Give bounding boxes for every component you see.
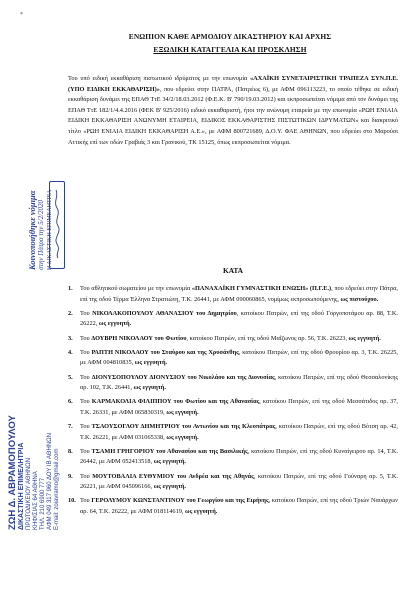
court-heading: ΕΝΩΠΙΟΝ ΚΑΘΕ ΑΡΜΟΔΙΟΥ ΔΙΚΑΣΤΗΡΙΟΥ ΚΑΙ ΑΡΧΗΣ [128,32,332,41]
bailiff-stamp: ΖΩΗ Δ. ΑΒΡΑΜΟΠΟΥΛΟΥ ΔΙΚΑΣΤΙΚΗ ΕΠΙΜΕΛΗΤΡΙΑ ΠΡΩΤΟΔΙΚΕΙΟΥ ΑΘΗΝΩΝ ΚΗΦΙΣΙΑΣ 64 ΑΘΗΝΑ ΤΗΛ. 210 6900 777 ΑΦΜ 049 317 960 ΔΟΥ ΙΒ ΑΘΗΝΩΝ E-mail: zoiavramo@gmail.com [7,415,60,530]
list-item: 9. Του ΜΟΥΤΟΒΑΛΙΑ ΕΥΘΥΜΙΟΥ του Ανδρέα και της Αθηνάς, κατοίκου Πατρών, επί της οδού Γούναρη αρ. 5, Τ.Κ. 26221, με ΑΦΜ 045096166, ως εγγυητή. [68,472,398,491]
list-item: 7. Του ΤΣΑΟΥΣΟΓΛΟΥ ΔΗΜΗΤΡΙΟΥ του Αντωνίου και της Κλεοπάτρας, κατοίκου Πατρών, επί της οδού Βότση αρ. 42, Τ.Κ. 26221, με ΑΦΜ 031065338, ως εγγυητή. [68,423,399,441]
against-heading: ΚΑΤΑ [223,266,243,275]
service-stamp: Κοινοποιήθηκε νόμιμα στην Πάτρα την 5/2/2020 Η ΔΙΚΑΣΤΙΚΗ ΕΠΙΜΕΛΗΤΡΙΑ [27,189,53,270]
intro-paragraph: Του υπό ειδική εκκαθάριση πιστωτικού ιδρύματος με την επωνυμία «ΑΧΑΪΚΗ ΣΥΝΕΤΑΙΡΙΣΤΙΚΗ ΤΡΑΠΕΖΑ ΣΥΝ.Π.Ε. (ΥΠΟ ΕΙΔΙΚΗ ΕΚΚΑΘΑΡΙΣΗ)», που εδρεύει στην ΠΑΤΡΑ, (Πατρέως 6), με ΑΦΜ 096113223, το οποίο τέθηκε σε ειδική εκκαθάριση δυνάμει της ΕΠΑΘ ΤτΕ 34/2/18.03.2012 (Φ.Ε.Κ. Β' 790/19.03.2012) και εκπροσωπείται νόμιμα από τον δυνάμει της ΕΠΑΘ ΤτΕ 182/1/4.4.2016 (ΦΕΚ Β' 925/2016) ειδικό εκκαθαριστή, ήτοι την ανώνυμη εταιρεία με την επωνυμία «ΡΩΗ ΕΝΙΑΙΑ ΕΙΔΙΚΗ ΕΚΚΑΘΑΡΙΣΗ ΑΝΩΝΥΜΗ ΕΤΑΙΡΕΙΑ, ΕΙΔΙΚΟΣ ΕΚΚΑΘΑΡΙΣΤΗΣ ΠΙΣΤΩΤΙΚΩΝ ΙΔΡΥΜΑΤΩΝ» και διακριτικό τίτλο «ΡΩΗ ΕΝΙΑΙΑ ΕΙΔΙΚΗ ΕΚΚΑΘΑΡΙΣΗ Α.Ε.», με ΑΦΜ 800721689, Δ.Ο.Υ. ΦΑΕ ΑΘΗΝΩΝ, που εδρεύει στο Μαρούσι Αττικής επί των οδών Γραβιάς 3 και Γρανικού, ΤΚ 15125, όπως εκπροσωπείται νόμιμα. [68,75,399,146]
handwritten-signature [52,188,61,260]
list-item: 5. Του ΔΙΟΝΥΣΟΠΟΥΛΟΥ ΔΙΟΝΥΣΙΟΥ του Νικολάου και της Διονυσίας, κατοίκου Πατρών, επί της οδού Θεσσαλονίκης αρ. 102, Τ.Κ. 26441, ως εγγυητή. [68,373,398,392]
list-item: 6. Του ΚΑΡΜΑΚΟΛΙΑ ΦΙΛΙΠΠΟΥ του Φωτίου και της Αθανασίας, κατοίκου Πατρών, επί της οδού Μεσσάτιδος αρ. 37, Τ.Κ. 26331, με ΑΦΜ 065830319, ως εγγυητή. [68,398,398,416]
defendants-list [68,284,398,521]
list-item: 1. Του αθλητικού σωματείου με την επωνυμία «ΠΑΝΑΧΑΪΚΗ ΓΥΜΝΑΣΤΙΚΗ ΕΝΩΣΗ» (Π.Γ.Ε.), που εδρεύει στην Πάτρα, επί της οδού Τέρμα Έλληνα Στρατιώτη, Τ.Κ. 26441, με ΑΦΜ 090060865, νομίμως εκπροσωπούμενης, ως πιστούχου. [68,285,398,303]
bank-name: «ΑΧΑΪΚΗ ΣΥΝΕΤΑΙΡΙΣΤΙΚΗ ΤΡΑΠΕΖΑ ΣΥΝ.Π.Ε. (ΥΠΟ ΕΙΔΙΚΗ ΕΚΚΑΘΑΡΙΣΗ)» [68,75,399,93]
list-item: 4. Του ΡΑΠΤΗ ΝΙΚΟΛΑΟΥ του Σταύρου και της Χρυσάνθης, κατοίκου Πατρών, επί της οδού Φρουρίου αρ. 3, Τ.Κ. 26225, με ΑΦΜ 004810835, ως εγγυητή. [68,348,398,367]
list-item: 3. Του ΔΟΥΒΡΗ ΝΙΚΟΛΑΟΥ του Φωτίου, κατοίκου Πατρών, επί της οδού Μαΐζωνος αρ. 56, Τ.Κ. 26223, ως εγγυητή. [68,334,381,342]
list-item: 10. Του ΓΕΡΟΛΥΜΟΥ ΚΩΝΣΤΑΝΤΙΝΟΥ του Γεωργίου και της Ειρήνης, κατοίκου Πατρών, επί της οδού Τριών Ναυάρχων αρ. 64, Τ.Κ. 26222, με ΑΦΜ 018114619, ως εγγυητή. [68,497,398,516]
document-title: ΕΞΩΔΙΚΗ ΚΑΤΑΓΓΕΛΙΑ ΚΑΙ ΠΡΟΣΚΛΗΣΗ [153,45,307,54]
list-item: 2. Του ΝΙΚΟΛΑΚΟΠΟΥΛΟΥ ΑΘΑΝΑΣΙΟΥ του Δημητρίου, κατοίκου Πατρών, επί της οδού Γοργοποτάμου αρ. 88, Τ.Κ. 26222, ως εγγυητή. [68,309,398,328]
list-item: 8. Του ΤΣΑΜΗ ΓΡΗΓΟΡΙΟΥ του Αθανασίου και της Βασιλικής, κατοίκου Πατρών, επί της οδού Κυναίγειρου αρ. 14, Τ.Κ. 26442, με ΑΦΜ 052413518, ως εγγυητή. [68,447,398,466]
page-mark: * [20,12,23,18]
